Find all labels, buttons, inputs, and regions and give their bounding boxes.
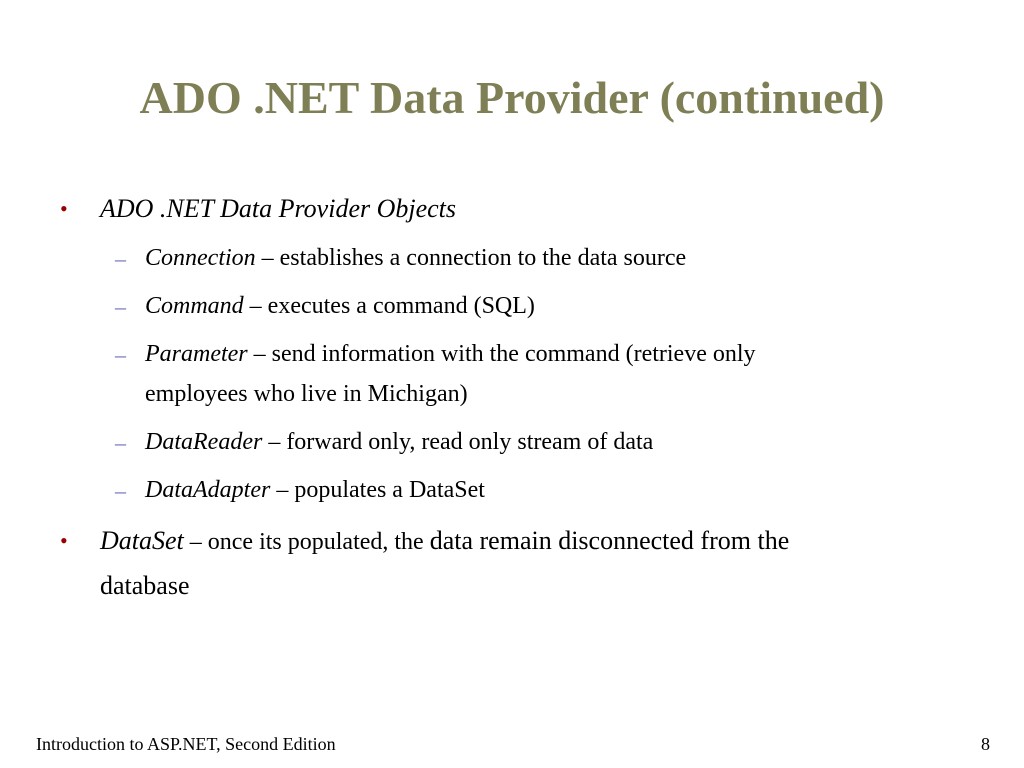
sub-item-parameter [145, 338, 756, 370]
desc-datareader: – forward only, read only stream of data [262, 429, 654, 455]
term-datareader: DataReader [145, 429, 263, 455]
desc-parameter: – send information with the command (retrieve only [247, 341, 756, 367]
desc-dataset-small: – once its populated, the [183, 529, 430, 555]
bullet-icon: • [60, 196, 68, 221]
dash-icon: – [115, 478, 126, 503]
footer-title: Introduction to ASP.NET, Second Edition [36, 734, 336, 754]
desc-dataadapter: – populates a DataSet [270, 477, 485, 503]
sub-item-connection [145, 242, 686, 274]
dash-icon: – [115, 246, 126, 271]
slide-title: ADO .NET Data Provider (continued) [139, 72, 885, 123]
bullet-2-continuation: database [100, 571, 190, 600]
desc-command: – executes a command (SQL) [243, 293, 535, 319]
dash-icon: – [115, 430, 126, 455]
sub-item-parameter-continuation: employees who live in Michigan) [145, 381, 468, 407]
bullet-icon: • [60, 528, 68, 553]
bullet-1-text: ADO .NET Data Provider Objects [100, 194, 457, 223]
desc-connection: – establishes a connection to the data source [255, 245, 687, 271]
dash-icon: – [115, 294, 126, 319]
page-number: 8 [981, 734, 990, 754]
term-command: Command [145, 293, 244, 319]
term-dataadapter: DataAdapter [145, 477, 271, 503]
desc-dataset-large: data remain disconnected from the [429, 526, 790, 555]
bullet-2-text [100, 524, 789, 559]
term-parameter: Parameter [145, 341, 248, 367]
dash-icon: – [115, 342, 126, 367]
sub-item-datareader [145, 426, 653, 458]
term-connection: Connection [145, 245, 256, 271]
term-dataset: DataSet [100, 526, 184, 555]
sub-item-command [145, 290, 535, 322]
sub-item-dataadapter [145, 474, 485, 506]
